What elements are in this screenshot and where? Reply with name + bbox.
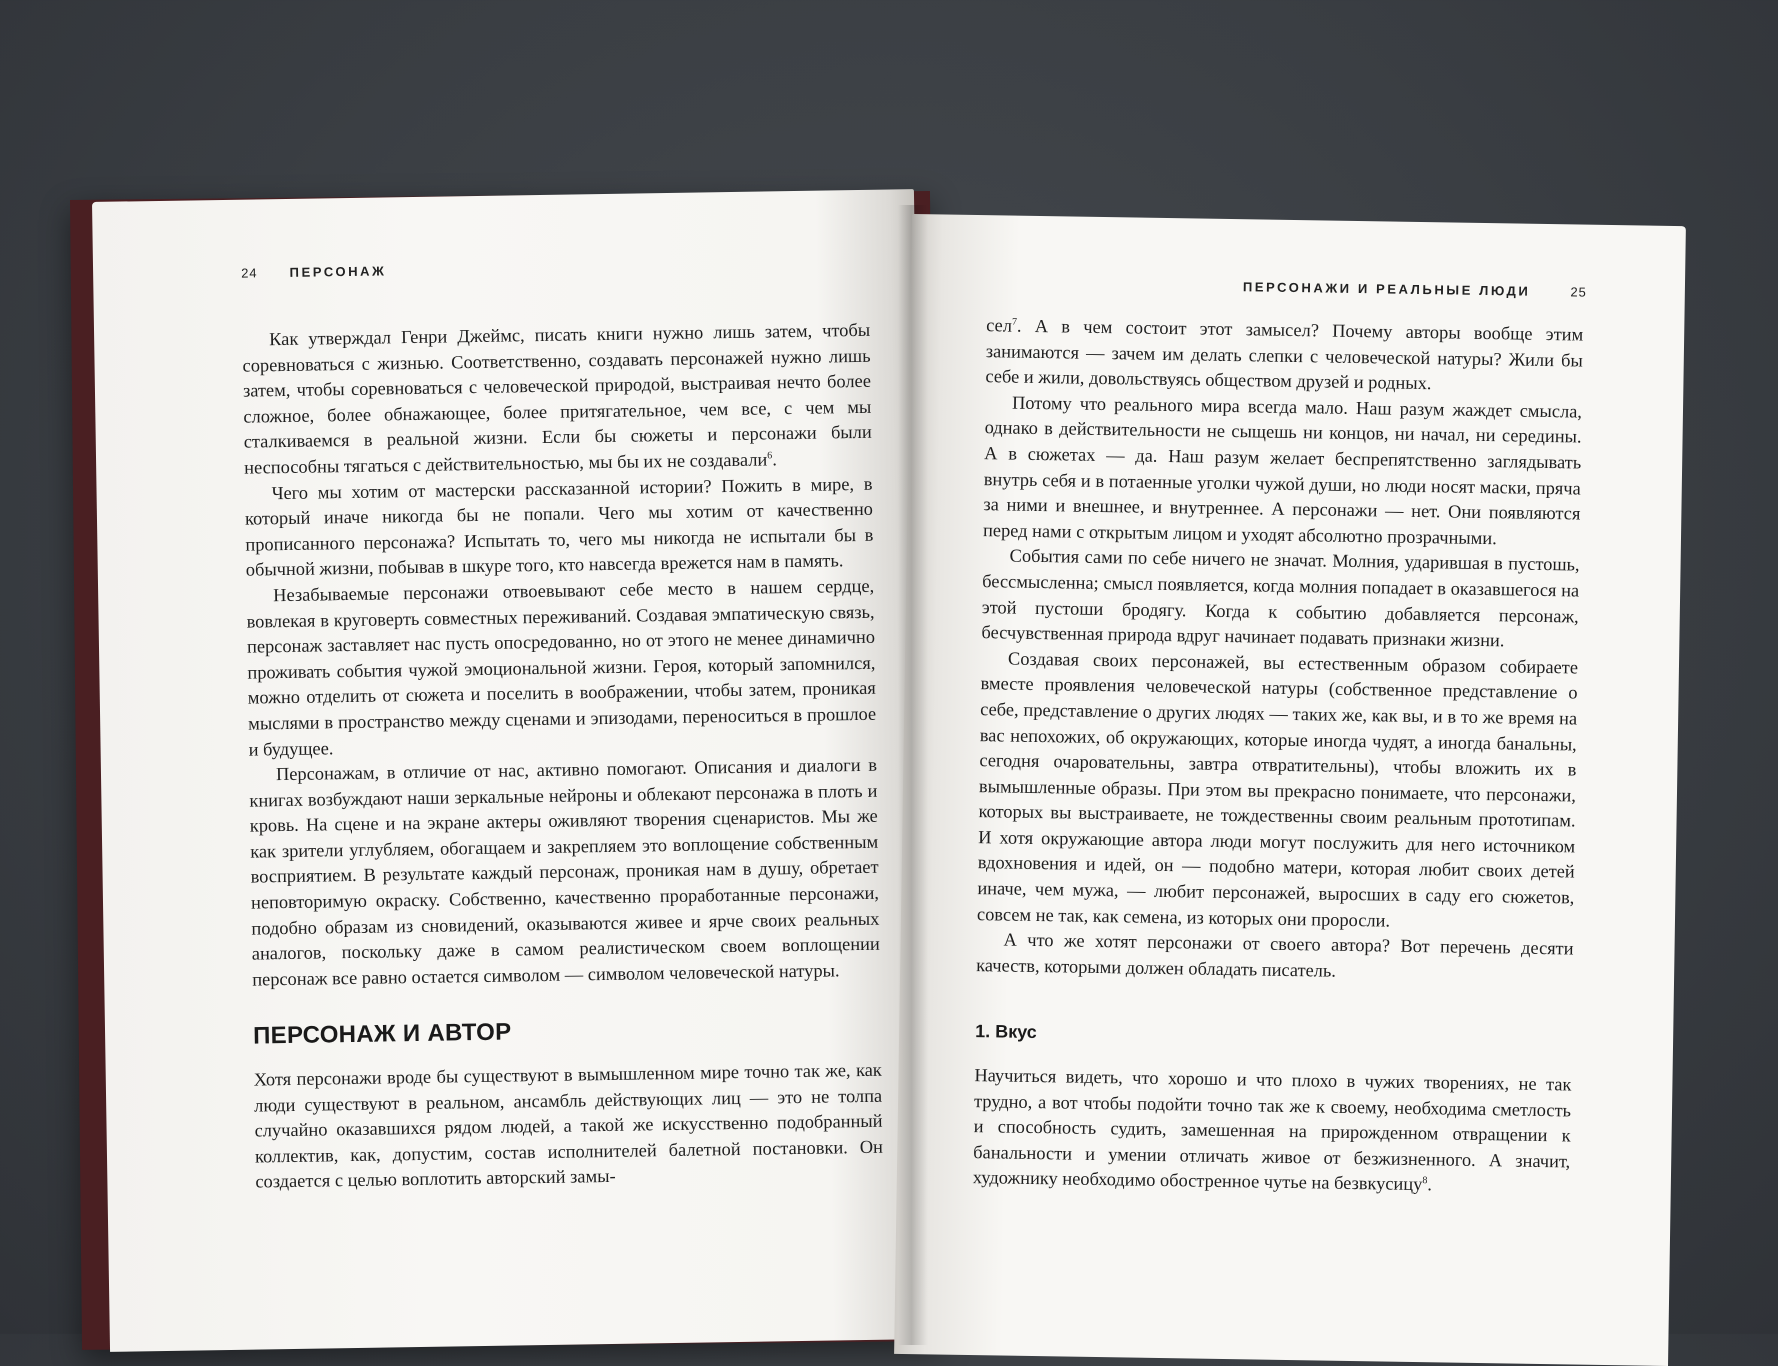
running-head-right xyxy=(1243,279,1587,299)
paragraph: События сами по себе ничего не значат. Молния, ударившая в пустошь, бессмысленна; смысл появляется, когда молния попадает в оказавшегося на этой пустоши бродягу. Когда к событию добавляется персонаж, бесчувственная природа вдруг начинает подавать признаки жизни. xyxy=(981,545,1580,651)
paragraph: Научиться видеть, что хорошо и что плохо в чужих творениях, не так трудно, а вот чтобы подойти точно так же к своему, необходима сметлость и способность судить, замешенная на прирожденном отвращении к банальности и умении отличать живое от безжизненного. А значит, художнику необходимо обостренное чутье на безвкусицу$^8$. xyxy=(972,1065,1572,1195)
section-heading: ПЕРСОНАЖ И АВТОР xyxy=(252,1018,512,1051)
right-page-body xyxy=(973,313,1584,1200)
left-page xyxy=(92,189,932,1352)
left-page-body xyxy=(242,318,884,1196)
paragraph: Незабываемые персонажи отвоевывают себе место в нашем сердце, вовлекая в круговерть совместных переживаний. Создавая эмпатическую связь, персонаж заставляет нас пусть опосредованно, но от этого не менее динамично проживать события чужой эмоциональной жизни. Героя, который запомнился, можно отделить от сюжета и поселить в воображении, чтобы затем, проникая мыслями в пространство между сценами и эпизодами, переноситься в прошлое и будущее. xyxy=(246,575,877,760)
paragraph: сел$^7$. А в чем состоит этот замысел? Почему авторы вообще этим занимаются — зачем им делать слепки с человеческой натуры? Жили бы себе и жили, довольствуясь обществом друзей и родных. xyxy=(985,315,1584,394)
paragraph: А что же хотят персонажи от своего автора? Вот перечень десяти качеств, которыми должен обладать писатель. xyxy=(976,929,1574,981)
right-page xyxy=(894,214,1686,1366)
page-number-right: 25 xyxy=(1570,284,1587,300)
paragraph: Создавая своих персонажей, вы естественным образом собираете вместе проявления человеческой натуры (собственное представление о себе, представление о других людях — таких же, как вы, и в то же время на вас непохожих, об окружающих, которые иногда чудят, а иногда банальны, сегодня очаровательны, завтра отвратительны), чтобы вложить их в вымышленные образы. При этом вы прекрасно понимаете, что персонажи, которых вы выстраиваете, не тождественны своим реальным прототипам. И хотя окружающие автора люди могут послужить для него источником вдохновения и идей, он — подобно матери, которая любит своих детей иначе, чем мужа, — любит персонажей, выросших в саду его сюжетов, совсем не так, как семена, из которых они проросли. xyxy=(976,648,1579,931)
subheading: 1. Вкус xyxy=(975,1021,1037,1043)
book-gutter-shadow xyxy=(898,205,928,1345)
paragraph: Как утверждал Генри Джеймс, писать книги нужно лишь затем, чтобы соревноваться с жизнью. Соответственно, создавать персонажей нужно лишь затем, чтобы соревноваться с человеческой природой, выстраивая нечто более сложное, более обнажающее, более притягательное, чем все, с чем мы сталкиваемся в реальной жизни. Если бы сюжеты и персонажи были неспособны тягаться с действительностью, мы бы их не создавали$^6$. xyxy=(242,319,872,478)
paragraph: Персонажам, в отличие от нас, активно помогают. Описания и диалоги в книгах возбуждают наши зеркальные нейроны и облекают персонажа в плоть и кровь. На сцене и на экране актеры оживляют творения сценаристов. Мы же как зрители углубляем, обогащаем и закрепляем это воплощение собственным восприятием. В результате каждый персонаж, проникая нам в душу, обретает неповторимую окраску. Собственно, качественно проработанные персонажи, подобно образам из сновидений, оказываются живее и ярче своих реальных аналогов, поскольку даже в самом реалистическом своем воплощении персонаж все равно остается символом — символом человеческой натуры. xyxy=(249,754,880,990)
paragraph: Хотя персонажи вроде бы существуют в вымышленном мире точно так же, как люди существуют в реальном, ансамбль действующих лиц — это не толпа случайно оказавшихся рядом людей, а такой же искусственно подобранный коллектив, как, допустим, состав исполнителей балетной постановки. Он создается с целью воплотить авторский замы- xyxy=(253,1059,884,1192)
paragraph: Потому что реального мира всегда мало. Наш разум жаждет смысла, однако в действительности не сыщешь ни концов, ни начал, ни середины. А в сюжетах — да. Наш разум желает беспрепятственно заглядывать внутрь себя и в потаенные уголки чужой души, но люди носят маски, пряча за ними и внешнее, и внутреннее. А персонажи — нет. Они появляются перед нами с открытым лицом и уходят абсолютно прозрачными. xyxy=(982,392,1583,548)
page-number-left: 24 xyxy=(241,265,258,281)
footnote-marker: 8 xyxy=(1422,1175,1428,1187)
running-head-left xyxy=(241,263,387,280)
paragraph: Чего мы хотим от мастерски рассказанной истории? Пожить в мире, в который иначе никогда бы не попали. Чего мы хотим от качественно прописанного персонажа? Испытать то, чего мы никогда не испытали бы в обычной жизни, побывав в шкуре того, кто навсегда врежется нам в память. xyxy=(244,473,874,580)
running-head-title-right: ПЕРСОНАЖИ И РЕАЛЬНЫЕ ЛЮДИ xyxy=(1242,279,1531,299)
footnote-marker: 6 xyxy=(767,450,773,462)
footnote-marker: 7 xyxy=(1011,316,1018,328)
running-head-title-left: ПЕРСОНАЖ xyxy=(289,263,387,280)
